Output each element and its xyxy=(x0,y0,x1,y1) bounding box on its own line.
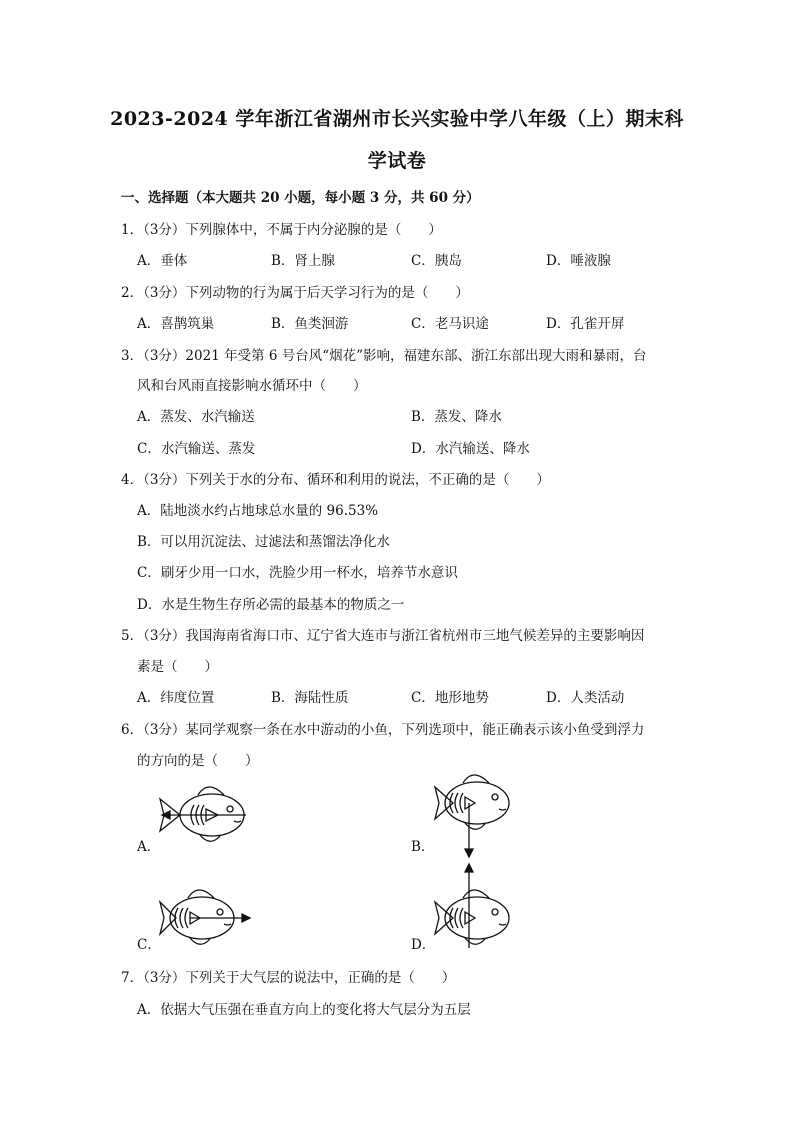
page-title-continued: 学试卷 xyxy=(367,150,427,172)
section-heading: 一、选择题（本大题共 20 小题，每小题 3 分，共 60 分） xyxy=(121,190,480,206)
fish-figure-d xyxy=(425,860,535,960)
question-5-stem-continued: 素是（ ） xyxy=(137,659,218,675)
question-3-option-b: B．蒸发、降水 xyxy=(411,409,502,425)
question-6-option-c: C． xyxy=(137,937,161,953)
question-2-option-d: D．孔雀开屏 xyxy=(546,316,625,332)
page-title: 2023-2024 学年浙江省湖州市长兴实验中学八年级（上）期末科 xyxy=(110,108,684,130)
question-1-stem: 1．（3分）下列腺体中，不属于内分泌腺的是（ ） xyxy=(121,222,442,238)
question-1-option-c: C．胰岛 xyxy=(411,253,462,269)
question-4-option-d: D．水是生物生存所必需的最基本的物质之一 xyxy=(137,597,405,613)
fish-figure-c xyxy=(150,878,260,958)
question-3-option-d: D．水汽输送、降水 xyxy=(411,441,530,457)
question-6-stem: 6．（3分）某同学观察一条在水中游动的小鱼，下列选项中，能正确表示该小鱼受到浮力 xyxy=(121,722,645,738)
question-5-stem: 5．（3分）我国海南省海口市、辽宁省大连市与浙江省杭州市三地气候差异的主要影响因 xyxy=(121,628,645,644)
question-1-option-a: A．垂体 xyxy=(137,253,188,269)
question-2-stem: 2．（3分）下列动物的行为属于后天学习行为的是（ ） xyxy=(121,285,469,301)
fish-figure-a xyxy=(150,775,260,855)
question-6-stem-continued: 的方向的是（ ） xyxy=(137,753,259,769)
question-7-stem: 7．（3分）下列关于大气层的说法中，正确的是（ ） xyxy=(121,970,456,986)
question-2-option-c: C．老马识途 xyxy=(411,316,489,332)
question-1-option-d: D．唾液腺 xyxy=(546,253,611,269)
question-4-option-a: A．陆地淡水约占地球总水量的 96.53% xyxy=(137,503,379,519)
question-5-option-d: D．人类活动 xyxy=(546,690,625,706)
question-2-option-a: A．喜鹊筑巢 xyxy=(137,316,215,332)
question-5-option-b: B．海陆性质 xyxy=(271,690,349,706)
question-1-option-b: B．肾上腺 xyxy=(271,253,335,269)
question-5-option-a: A．纬度位置 xyxy=(137,690,215,706)
fish-figure-b xyxy=(425,765,535,865)
question-6-option-d: D． xyxy=(411,937,436,953)
question-2-option-b: B．鱼类洄游 xyxy=(271,316,349,332)
question-7-option-a: A．依据大气压强在垂直方向上的变化将大气层分为五层 xyxy=(137,1002,471,1018)
question-3-option-a: A．蒸发、水汽输送 xyxy=(137,409,255,425)
question-6-option-b: B． xyxy=(411,839,435,855)
question-3-option-c: C．水汽输送、蒸发 xyxy=(137,441,256,457)
question-3-stem-continued: 风和台风雨直接影响水循环中（ ） xyxy=(137,378,367,394)
question-4-option-c: C．刷牙少用一口水，洗脸少用一杯水，培养节水意识 xyxy=(137,565,458,581)
question-6-option-a: A． xyxy=(137,839,161,855)
question-4-option-b: B．可以用沉淀法、过滤法和蒸馏法净化水 xyxy=(137,534,390,550)
question-5-option-c: C．地形地势 xyxy=(411,690,489,706)
question-3-stem: 3．（3分）2021 年受第 6 号台风“烟花”影响，福建东部、浙江东部出现大雨和暴雨，台 xyxy=(121,348,647,364)
question-4-stem: 4．（3分）下列关于水的分布、循环和利用的说法，不正确的是（ ） xyxy=(121,472,550,488)
